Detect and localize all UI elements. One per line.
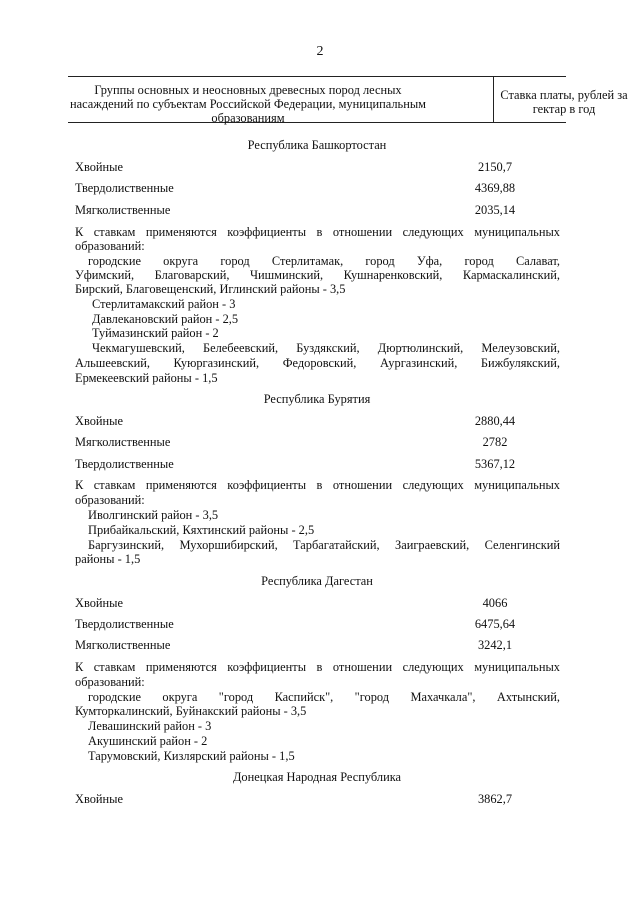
- coefficients-intro: К ставкам применяются коэффициенты в отношении следующих муниципальных: [75, 225, 560, 239]
- rate-value: 2150,7: [477, 160, 513, 174]
- rate-label: Твердолиственные: [75, 181, 174, 195]
- page-number: 2: [316, 44, 324, 59]
- header-col-rate: Ставка платы, рублей за гектар в год: [500, 88, 628, 116]
- rate-value: 2782: [482, 435, 508, 449]
- coefficient-line: Уфимский, Благоварский, Чишминский, Кушнаренковский, Кармаскалинский,: [75, 268, 560, 282]
- coefficients-intro-cont: образований:: [75, 493, 145, 507]
- rate-value: 4066: [482, 596, 508, 610]
- rate-label: Хвойные: [75, 792, 123, 806]
- coefficient-line: Стерлитамакский район - 3: [92, 297, 236, 311]
- coefficient-line: Прибайкальский, Кяхтинский районы - 2,5: [88, 523, 315, 537]
- rate-label: Твердолиственные: [75, 617, 174, 631]
- coefficient-line: Давлекановский район - 2,5: [92, 312, 239, 326]
- rate-value: 4369,88: [474, 181, 516, 195]
- header-col-species-groups: Группы основных и неосновных древесных пород лесных насаждений по субъектам Российской Федерации, муниципальным образованиям: [70, 83, 426, 125]
- rate-value: 3242,1: [477, 638, 513, 652]
- coefficient-line: Кумторкалинский, Буйнакский районы - 3,5: [75, 704, 307, 718]
- coefficient-line: городские округа город Стерлитамак, город Уфа, город Салават,: [88, 254, 560, 268]
- coefficients-intro-cont: образований:: [75, 675, 145, 689]
- region-title-buryatia: Республика Бурятия: [263, 392, 371, 406]
- coefficient-line: городские округа "город Каспийск", "город Махачкала", Ахтынский,: [88, 690, 560, 704]
- rate-label: Мягколиственные: [75, 638, 171, 652]
- coefficient-line: Бирский, Благовещенский, Иглинский районы - 3,5: [75, 282, 346, 296]
- coefficients-intro-cont: образований:: [75, 239, 145, 253]
- coefficient-line: районы - 1,5: [75, 552, 141, 566]
- region-title-donetsk: Донецкая Народная Республика: [232, 770, 402, 784]
- rate-label: Хвойные: [75, 414, 123, 428]
- rate-value: 2880,44: [474, 414, 516, 428]
- rate-value: 2035,14: [474, 203, 516, 217]
- rate-label: Мягколиственные: [75, 203, 171, 217]
- rate-label: Мягколиственные: [75, 435, 171, 449]
- coefficient-line: Акушинский район - 2: [88, 734, 208, 748]
- coefficient-line: Баргузинский, Мухоршибирский, Тарбагатайский, Заиграевский, Селенгинский: [88, 538, 560, 552]
- coefficient-line: Левашинский район - 3: [88, 719, 212, 733]
- coefficient-line: Туймазинский район - 2: [92, 326, 219, 340]
- rate-label: Хвойные: [75, 160, 123, 174]
- coefficient-line: Альшеевский, Куюргазинский, Федоровский, Аургазинский, Бижбулякский,: [75, 356, 560, 370]
- rate-label: Твердолиственные: [75, 457, 174, 471]
- coefficient-line: Ермекеевский районы - 1,5: [75, 371, 218, 385]
- table-header: [68, 76, 628, 125]
- coefficients-intro: К ставкам применяются коэффициенты в отношении следующих муниципальных: [75, 478, 560, 492]
- coefficient-line: Иволгинский район - 3,5: [88, 508, 219, 522]
- coefficient-line: Чекмагушевский, Белебеевский, Буздякский, Дюртюлинский, Мелеузовский,: [92, 341, 560, 355]
- rate-value: 5367,12: [474, 457, 516, 471]
- coefficient-line: Тарумовский, Кизлярский районы - 1,5: [88, 749, 295, 763]
- rate-value: 6475,64: [474, 617, 516, 631]
- region-title-bashkortostan: Республика Башкортостан: [247, 138, 387, 152]
- region-title-dagestan: Республика Дагестан: [261, 574, 373, 588]
- coefficients-intro: К ставкам применяются коэффициенты в отношении следующих муниципальных: [75, 660, 560, 674]
- rate-value: 3862,7: [477, 792, 513, 806]
- rate-label: Хвойные: [75, 596, 123, 610]
